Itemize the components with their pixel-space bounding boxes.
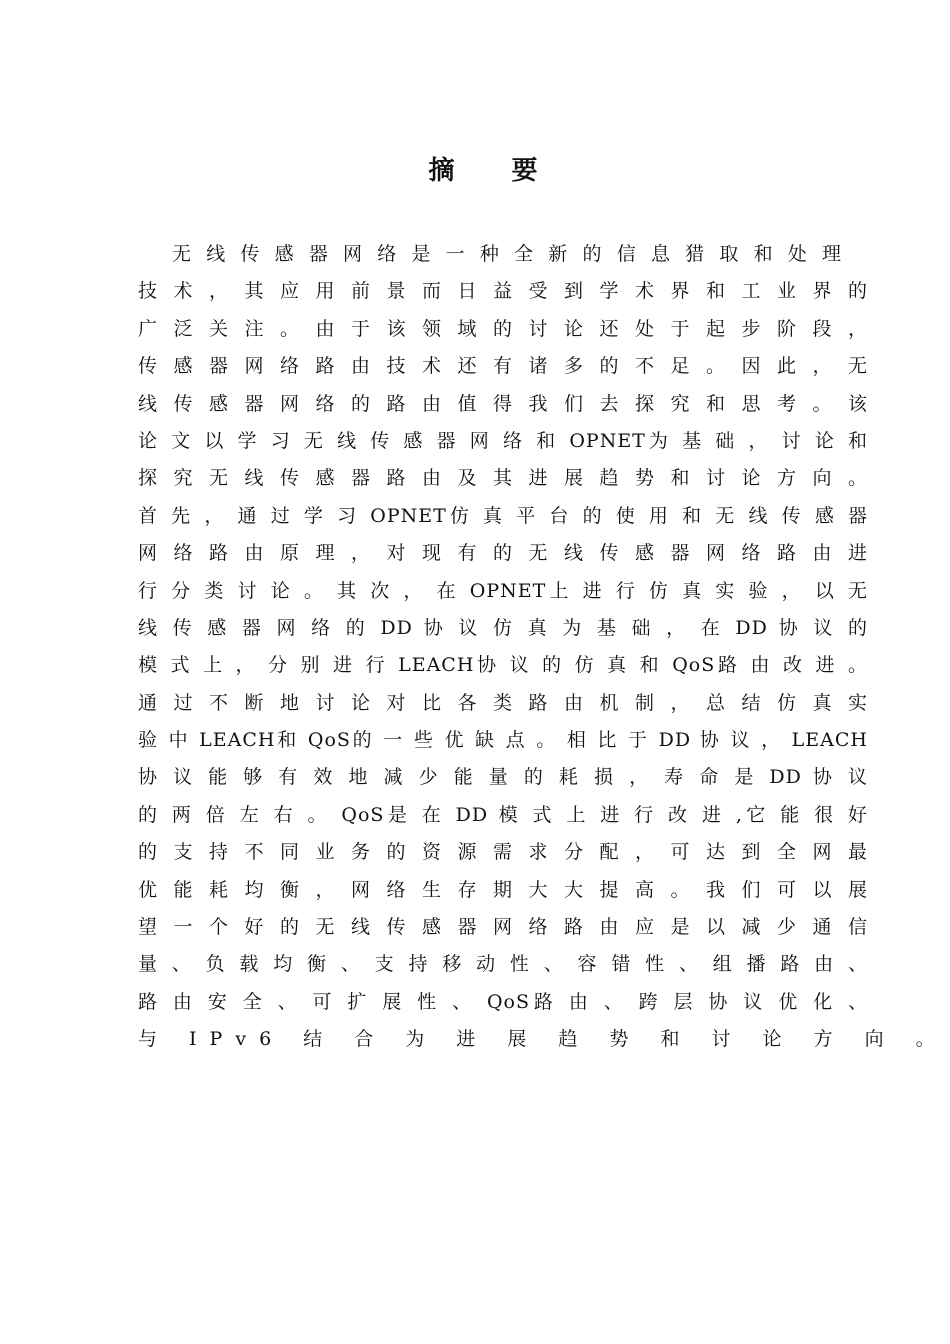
abstract-line: 无 线 传 感 器 网 络 是 一 种 全 新 的 信 息 猎 取 和 处 理 bbox=[172, 243, 842, 265]
abstract-line: 网 络 路 由 原 理 ， 对 现 有 的 无 线 传 感 器 网 络 路 由 进 bbox=[138, 542, 868, 565]
abstract-line: 协 议 能 够 有 效 地 减 少 能 量 的 耗 损 ， 寿 命 是 DD 协 议 bbox=[138, 766, 868, 789]
abstract-line: 技 术 ， 其 应 用 前 景 而 日 益 受 到 学 术 界 和 工 业 界 的 bbox=[138, 280, 868, 303]
abstract-line: 与 IPv6 结 合 为 进 展 趋 势 和 讨 论 方 向 。 bbox=[138, 1028, 948, 1051]
abstract-line: 探 究 无 线 传 感 器 路 由 及 其 进 展 趋 势 和 讨 论 方 向 。 bbox=[138, 467, 868, 490]
abstract-line: 优 能 耗 均 衡 ， 网 络 生 存 期 大 大 提 高 。 我 们 可 以 展 bbox=[138, 878, 868, 901]
abstract-line: 线 传 感 器 网 络 的 路 由 值 得 我 们 去 探 究 和 思 考 。 该 bbox=[138, 392, 868, 415]
abstract-line: 望 一 个 好 的 无 线 传 感 器 网 络 路 由 应 是 以 减 少 通 信 bbox=[138, 916, 868, 939]
abstract-line: 的 两 倍 左 右 。 QoS是 在 DD 模 式 上 进 行 改 进 ,它 能 很 好 bbox=[138, 803, 868, 826]
abstract-line: 验 中 LEACH和 QoS的 一 些 优 缺 点 。 相 比 于 DD 协 议 ， LEACH bbox=[138, 729, 868, 752]
abstract-line: 论 文 以 学 习 无 线 传 感 器 网 络 和 OPNET为 基 础 ， 讨 论 和 bbox=[138, 429, 868, 452]
abstract-line: 广 泛 关 注 。 由 于 该 领 域 的 讨 论 还 处 于 起 步 阶 段 ， bbox=[138, 317, 868, 340]
abstract-line: 通 过 不 断 地 讨 论 对 比 各 类 路 由 机 制 ， 总 结 仿 真 实 bbox=[138, 691, 868, 714]
page-title: 摘 要 bbox=[428, 156, 562, 186]
abstract-line: 模 式 上 ， 分 别 进 行 LEACH协 议 的 仿 真 和 QoS路 由 改 进 。 bbox=[138, 654, 868, 677]
abstract-line: 传 感 器 网 络 路 由 技 术 还 有 诸 多 的 不 足 。 因 此 ， 无 bbox=[138, 355, 868, 378]
abstract-line: 行 分 类 讨 论 。 其 次 ， 在 OPNET上 进 行 仿 真 实 验 ， 以 无 bbox=[138, 579, 868, 602]
abstract-body bbox=[138, 236, 948, 1059]
abstract-line: 的 支 持 不 同 业 务 的 资 源 需 求 分 配 ， 可 达 到 全 网 最 bbox=[138, 841, 868, 864]
abstract-line: 量 、 负 载 均 衡 、 支 持 移 动 性 、 容 错 性 、 组 播 路 由 、 bbox=[138, 953, 868, 976]
abstract-line: 路 由 安 全 、 可 扩 展 性 、 QoS路 由 、 跨 层 协 议 优 化 、 bbox=[138, 990, 868, 1013]
abstract-line: 线 传 感 器 网 络 的 DD 协 议 仿 真 为 基 础 ， 在 DD 协 议 的 bbox=[138, 616, 868, 639]
abstract-line: 首 先 ， 通 过 学 习 OPNET仿 真 平 台 的 使 用 和 无 线 传 感 器 bbox=[138, 504, 868, 527]
